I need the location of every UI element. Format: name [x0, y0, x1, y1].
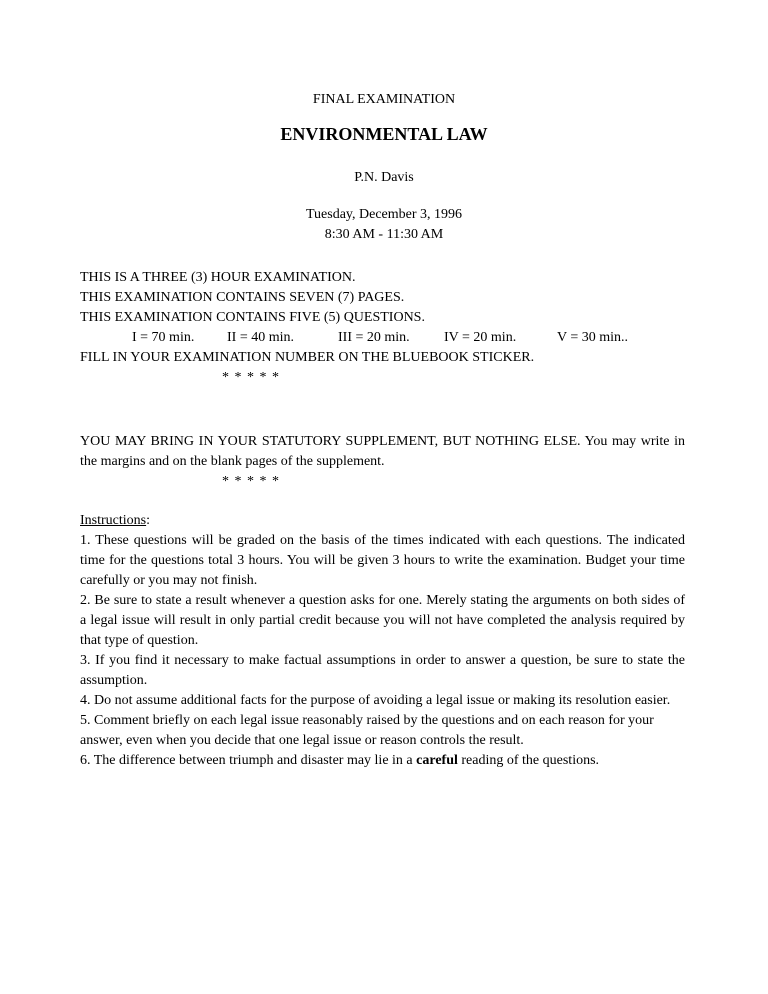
question-times	[80, 328, 685, 348]
separator-stars: * * * * *	[222, 474, 280, 489]
instructions-heading: Instructions	[80, 513, 147, 528]
instruction-item-4: 4. Do not assume additional facts for the purpose of avoiding a legal issue or making its resolution easier.	[80, 693, 671, 708]
exam-notices	[80, 268, 685, 388]
question-time-iii: III = 20 min.	[338, 330, 410, 345]
notice-sticker: FILL IN YOUR EXAMINATION NUMBER ON THE BLUEBOOK STICKER.	[80, 350, 535, 365]
instruction-item-6-end: reading of the questions.	[457, 753, 600, 768]
question-time-iv: IV = 20 min.	[444, 330, 517, 345]
supplement-text: YOU MAY BRING IN YOUR STATUTORY SUPPLEMENT, BUT NOTHING ELSE. You may write in the margins and on the blank pages of the supplement.	[80, 434, 685, 469]
instruction-item-6	[80, 751, 685, 771]
exam-date: Tuesday, December 3, 1996	[305, 207, 463, 222]
supplement-notice	[80, 432, 685, 492]
professor-name: P.N. Davis	[354, 170, 414, 185]
instruction-item-5: 5. Comment briefly on each legal issue reasonably raised by the questions and on each reason for your answer, even when you decide that one legal issue or reason controls the result.	[80, 713, 654, 748]
instruction-item-6-start: 6. The difference between triumph and disaster may lie in a	[80, 753, 417, 768]
notice-questions: THIS EXAMINATION CONTAINS FIVE (5) QUESTIONS.	[80, 310, 425, 325]
question-time-v: V = 30 min..	[557, 330, 629, 345]
course-title: ENVIRONMENTAL LAW	[280, 124, 488, 144]
separator-stars: * * * * *	[222, 370, 280, 385]
instructions-heading-line	[80, 511, 685, 531]
instructions-heading-colon: :	[146, 513, 150, 528]
question-time-ii: II = 40 min.	[227, 330, 294, 345]
exam-title: FINAL EXAMINATION	[312, 92, 456, 107]
instruction-item-6-emphasis: careful	[416, 753, 458, 768]
notice-pages: THIS EXAMINATION CONTAINS SEVEN (7) PAGES.	[80, 290, 405, 305]
instruction-item-1: 1. These questions will be graded on the basis of the times indicated with each questions. The indicated time for the questions total 3 hours. You will be given 3 hours to write the examination. Budget your time carefully or you may not finish.	[80, 533, 685, 588]
notice-duration: THIS IS A THREE (3) HOUR EXAMINATION.	[80, 270, 356, 285]
exam-time: 8:30 AM - 11:30 AM	[324, 227, 444, 242]
instruction-item-2: 2. Be sure to state a result whenever a question asks for one. Merely stating the arguments on both sides of a legal issue will result in only partial credit because you will not have completed the analysis required by that type of question.	[80, 593, 685, 648]
instruction-item-3: 3. If you find it necessary to make factual assumptions in order to answer a question, be sure to state the assumption.	[80, 653, 685, 688]
instructions-section	[80, 511, 685, 771]
question-time-i: I = 70 min.	[132, 330, 195, 345]
